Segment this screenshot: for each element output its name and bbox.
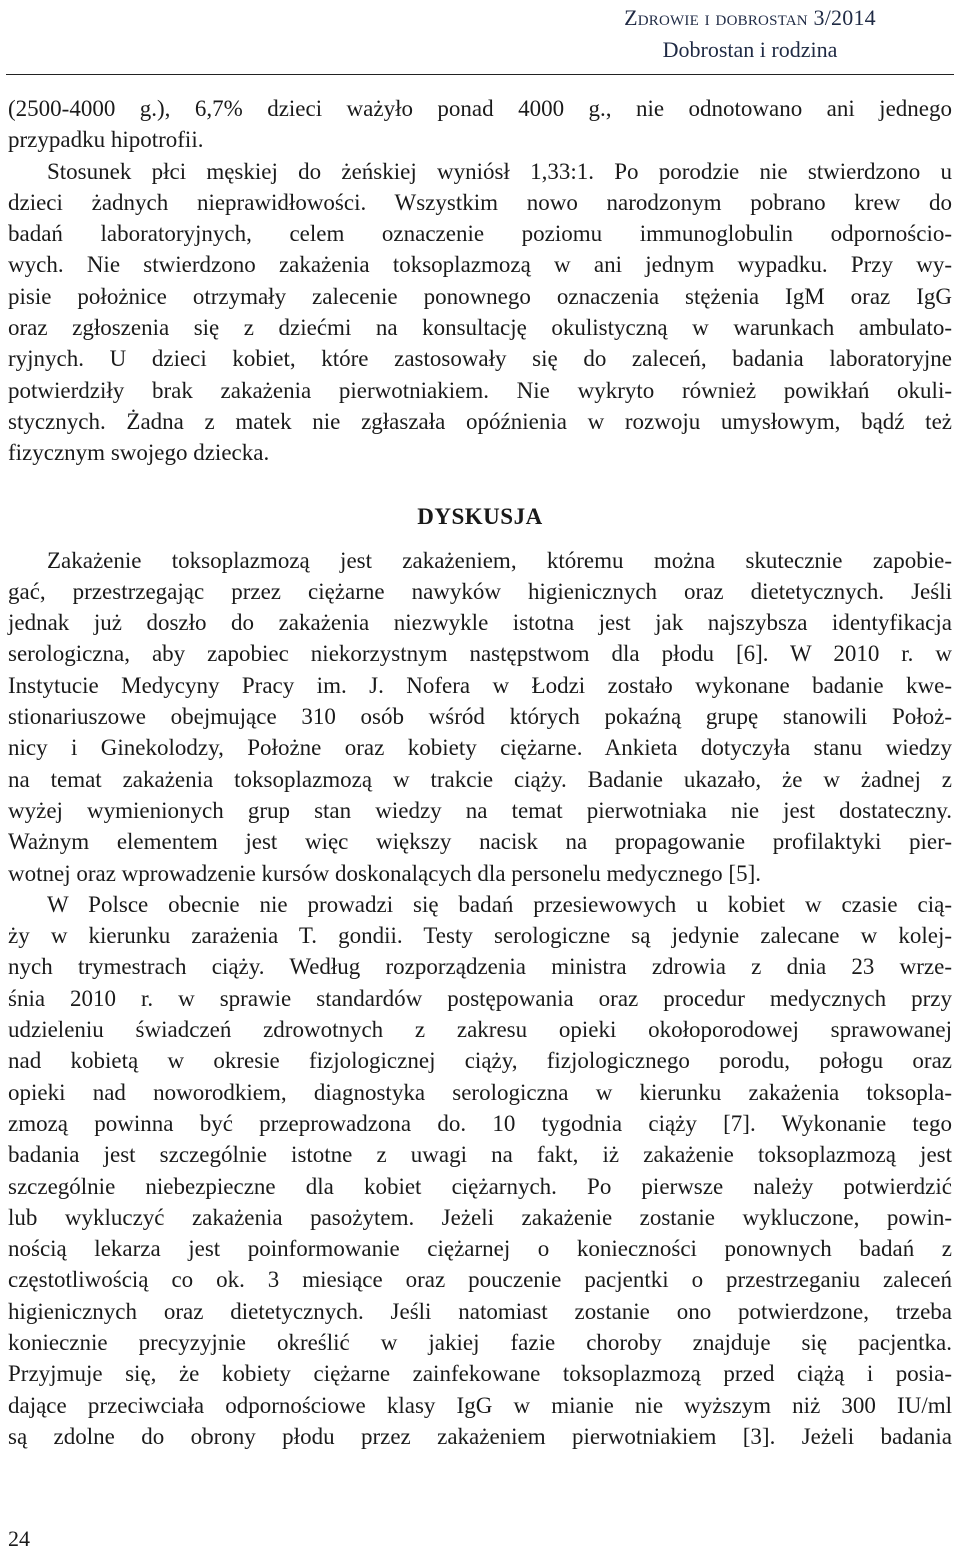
text-line: koniecznie precyzyjnie określić w jakiej fazie choroby znajduje się pacjentka. (8, 1329, 952, 1355)
text-line: stionariuszowe obejmujące 310 osób wśród których pokaźną grupę stanowili Położ- (8, 704, 952, 730)
text-line: (2500-4000 g.), 6,7% dzieci ważyło ponad 4000 g., nie odnotowano ani jednego (8, 96, 952, 121)
discussion-paragraph-2 (8, 889, 952, 1452)
text-line: jednak już doszło do zakażenia niezwykle istotna jest jak najszybsza identyfikacja (8, 610, 952, 636)
text-line: nicy i Ginekolodzy, Położne oraz kobiety ciężarne. Ankieta dotyczyła stanu wiedzy (8, 735, 952, 761)
text-line: Stosunek płci męskiej do żeńskiej wyniósł 1,33:1. Po porodzie nie stwierdzono u (47, 158, 952, 184)
text-line: nych trymestrach ciąży. Według rozporządzenia ministra zdrowia z dnia 23 wrze- (8, 954, 952, 980)
text-line: szczególnie niebezpieczne dla kobiet ciężarnych. Po pierwsze należy potwierdzić (8, 1173, 952, 1199)
text-line: na temat zakażenia toksoplazmozą w trakcie ciąży. Badanie ukazało, że w żadnej z (8, 766, 952, 792)
text-line: są zdolne do obrony płodu przez zakażeniem pierwotniakiem [3]. Jeżeli badania (8, 1423, 952, 1449)
text-line: ryjnych. U dzieci kobiet, które zastosowały się do zaleceń, badania laboratoryjne (8, 346, 952, 372)
results-paragraph (8, 93, 952, 469)
text-line: częstotliwością co ok. 3 miesiące oraz pouczenie pacjentki o przestrzeganiu zaleceń (8, 1267, 952, 1293)
text-line: Instytucie Medycyny Pracy im. J. Nofera w Łodzi zostało wykonane badanie kwe- (8, 672, 952, 698)
text-line: potwierdziły brak zakażenia pierwotniakiem. Nie wykryto również powikłań okuli- (8, 377, 952, 403)
running-header (550, 2, 950, 66)
text-line: oraz zgłoszenia się z dziećmi na konsultację okulistyczną w warunkach ambulato- (8, 315, 952, 341)
text-line: Przyjmuje się, że kobiety ciężarne zainfekowane toksoplazmozą przed ciążą i posia- (8, 1361, 952, 1387)
text-line: ży w kierunku zarażenia T. gondii. Testy serologiczne są jedynie zalecane w kolej- (8, 923, 952, 949)
text-line: badania jest szczególnie istotne z uwagi na fakt, iż zakażenie toksoplazmozą jest (8, 1142, 952, 1168)
text-line: nością lekarza jest poinformowanie ciężarnej o konieczności ponownych badań z (8, 1236, 952, 1262)
text-line: dające przeciwciała odpornościowe klasy IgG w mianie nie wyższym niż 300 IU/ml (8, 1392, 952, 1418)
text-line: opieki nad noworodkiem, diagnostyka serologiczna w kierunku zakażenia toksopla- (8, 1079, 952, 1105)
text-line: wotnej oraz wprowadzenie kursów doskonalących dla personelu medycznego [5]. (8, 860, 761, 886)
text-line: W Polsce obecnie nie prowadzi się badań przesiewowych u kobiet w czasie cią- (47, 891, 952, 917)
header-rule (6, 74, 954, 75)
text-line: badań laboratoryjnych, celem oznaczenie poziomu immunoglobulin odpornościo- (8, 221, 952, 247)
text-line: dzieci żadnych nieprawidłowości. Wszystkim nowo narodzonym pobrano krew do (8, 189, 952, 215)
text-line: przypadku hipotrofii. (8, 127, 204, 153)
text-line: śnia 2010 r. w sprawie standardów postępowania oraz procedur medycznych przy (8, 985, 952, 1011)
text-line: udzieleniu świadczeń zdrowotnych z zakresu opieki okołoporodowej sprawowanej (8, 1017, 952, 1043)
text-line: lub wykluczyć zakażenia pasożytem. Jeżeli zakażenie zostanie wykluczone, powin- (8, 1204, 952, 1230)
discussion-paragraph-1 (8, 545, 952, 889)
text-line: fizycznym swojego dziecka. (8, 440, 270, 466)
journal-title: Zdrowie i dobrostan 3/2014 (624, 5, 876, 30)
text-line: nad kobietą w okresie fizjologicznej ciąży, fizjologicznego porodu, połogu oraz (8, 1048, 952, 1074)
text-line: pisie położnice otrzymały zalecenie ponownego oznaczenia stężenia IgM oraz IgG (8, 283, 952, 309)
text-line: stycznych. Żadna z matek nie zgłaszała opóźnienia w rozwoju umysłowym, bądź też (8, 408, 952, 434)
section-name: Dobrostan i rodzina (662, 37, 838, 62)
text-line: higienicznych oraz dietetycznych. Jeśli natomiast zostanie ono potwierdzone, trzeba (8, 1298, 952, 1324)
section-heading: DYSKUSJA (417, 503, 543, 529)
text-line: wych. Nie stwierdzono zakażenia toksoplazmozą w ani jednym wypadku. Przy wy- (8, 252, 952, 278)
page-number: 24 (8, 1526, 30, 1551)
text-line: gać, przestrzegając przez ciężarne nawyków higienicznych oraz dietetycznych. Jeśli (8, 578, 952, 604)
text-line: wyżej wymienionych grup stan wiedzy na temat pierwotniaka nie jest dostateczny. (8, 797, 952, 823)
text-line: serologiczna, aby zapobiec niekorzystnym następstwom dla płodu [6]. W 2010 r. w (8, 641, 952, 667)
text-line: Zakażenie toksoplazmozą jest zakażeniem, któremu można skutecznie zapobie- (47, 547, 952, 573)
text-line: Ważnym elementem jest więc większy nacisk na propagowanie profilaktyki pier- (8, 829, 952, 855)
article-body (8, 93, 952, 1452)
text-line: zmozą powinna być przeprowadzona do. 10 tygodnia ciąży [7]. Wykonanie tego (8, 1110, 952, 1136)
